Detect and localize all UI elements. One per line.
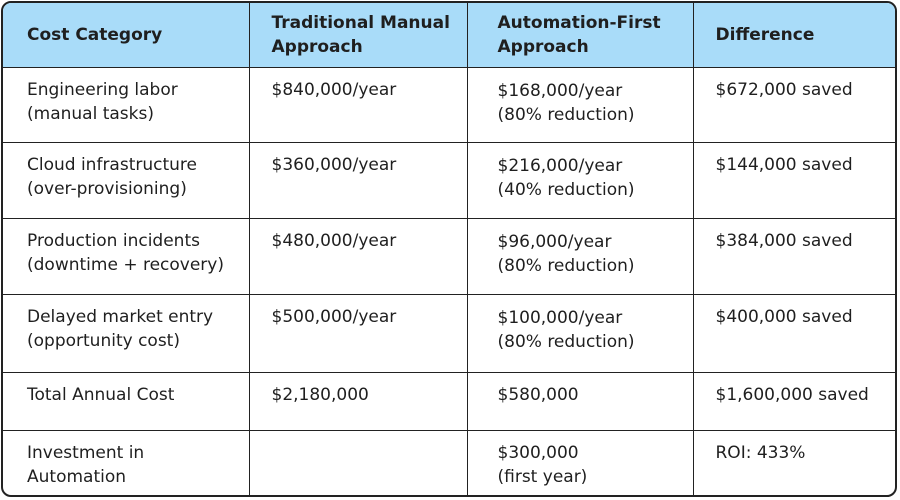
cell-category — [3, 294, 249, 372]
table-row-production-incidents — [3, 218, 897, 294]
cell-text: Total Annual Cost — [27, 384, 175, 405]
cell-text: $400,000 saved — [715, 306, 853, 327]
cell-text: $216,000/year — [497, 155, 623, 176]
cell-text: $2,180,000 — [271, 384, 369, 405]
cell-text: $300,000 — [497, 442, 579, 463]
cell-text: Production incidents — [27, 230, 200, 251]
cell-text: (over-provisioning) — [27, 178, 187, 199]
cell-traditional — [249, 372, 467, 430]
header-row — [3, 3, 897, 67]
header-text: Approach — [497, 36, 589, 57]
cell-text: $384,000 saved — [715, 230, 853, 251]
cell-text: $672,000 saved — [715, 79, 853, 100]
header-automation-first — [467, 3, 693, 67]
table-row-delayed-market-entry — [3, 294, 897, 372]
header-text: Difference — [715, 24, 815, 45]
cell-text: $96,000/year — [497, 231, 612, 252]
cell-text: Engineering labor — [27, 79, 178, 100]
cell-text: ROI: 433% — [715, 442, 806, 463]
table-row-total-annual-cost — [3, 372, 897, 430]
cell-difference — [693, 430, 897, 497]
header-text: Automation-First — [497, 12, 661, 33]
cell-traditional — [249, 294, 467, 372]
cell-text: (manual tasks) — [27, 103, 154, 124]
cell-traditional — [249, 218, 467, 294]
cell-text: $360,000/year — [271, 154, 397, 175]
table-row-investment-in-automation — [3, 430, 897, 497]
cell-category — [3, 142, 249, 218]
cell-text: (downtime + recovery) — [27, 254, 224, 275]
cell-difference — [693, 67, 897, 142]
cell-text: (80% reduction) — [497, 331, 635, 352]
cell-category — [3, 372, 249, 430]
header-cost-category — [3, 3, 249, 67]
cell-category — [3, 67, 249, 142]
table-row-engineering-labor — [3, 67, 897, 142]
header-text: Cost Category — [27, 24, 163, 45]
cell-text: (opportunity cost) — [27, 330, 180, 351]
cell-text: (first year) — [497, 466, 588, 487]
cell-text: Automation — [27, 466, 127, 487]
cell-category — [3, 430, 249, 497]
cell-difference — [693, 294, 897, 372]
cell-text: $580,000 — [497, 384, 579, 405]
cell-text: (80% reduction) — [497, 255, 635, 276]
cell-text: Delayed market entry — [27, 306, 214, 327]
cost-comparison-table-container — [1, 1, 897, 497]
cell-difference — [693, 372, 897, 430]
cell-text: $500,000/year — [271, 306, 397, 327]
cell-text: Cloud infrastructure — [27, 154, 197, 175]
table-row-cloud-infrastructure — [3, 142, 897, 218]
cell-text: Investment in — [27, 442, 145, 463]
cell-traditional — [249, 67, 467, 142]
cell-text: $168,000/year — [497, 80, 623, 101]
cell-text: $100,000/year — [497, 307, 623, 328]
cell-text: $840,000/year — [271, 79, 397, 100]
cell-difference — [693, 218, 897, 294]
cell-text: $144,000 saved — [715, 154, 853, 175]
cell-automation — [467, 430, 693, 497]
cell-text: $1,600,000 saved — [715, 384, 869, 405]
header-difference — [693, 3, 897, 67]
cell-category — [3, 218, 249, 294]
cell-automation — [467, 67, 693, 142]
cell-automation — [467, 294, 693, 372]
cell-automation — [467, 142, 693, 218]
cost-comparison-table — [3, 3, 897, 497]
cell-traditional — [249, 142, 467, 218]
header-traditional-manual — [249, 3, 467, 67]
cell-text: (80% reduction) — [497, 104, 635, 125]
cell-difference — [693, 142, 897, 218]
cell-traditional-empty — [249, 430, 467, 497]
header-text: Approach — [271, 36, 363, 57]
cell-text: (40% reduction) — [497, 179, 635, 200]
header-text: Traditional Manual — [271, 12, 450, 33]
cell-automation — [467, 372, 693, 430]
cell-text: $480,000/year — [271, 230, 397, 251]
cell-automation — [467, 218, 693, 294]
